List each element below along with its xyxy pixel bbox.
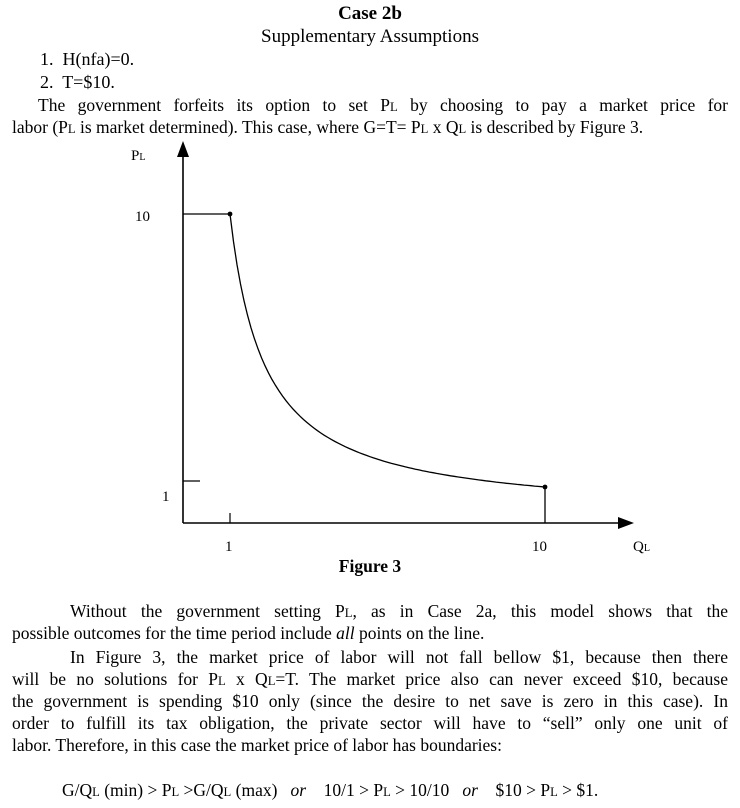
- endpoint-dot-bottom: [543, 485, 548, 490]
- y-axis-label: PL: [131, 148, 146, 164]
- page-subtitle: Supplementary Assumptions: [261, 26, 479, 47]
- body-p2-line-2: will be no solutions for PL x QL=T. The market price also can never exceed $10, because: [12, 669, 728, 689]
- assumption-number: 1.: [40, 49, 54, 69]
- series-line: [230, 214, 545, 487]
- body-p1-line-1: Without the government setting PL, as in Case 2a, this model shows that the: [70, 601, 729, 621]
- body-p2-line-4: order to fulfill its tax obligation, the private sector will have to “sell” only one unit of: [12, 713, 728, 733]
- y-axis-arrowhead: [177, 141, 189, 157]
- y-tick-label-10: 10: [135, 209, 150, 225]
- body-p1-line-2: possible outcomes for the time period include all points on the line.: [12, 623, 485, 643]
- assumption-text: H(nfa)=0.: [62, 49, 135, 69]
- x-axis-arrowhead: [618, 517, 634, 529]
- endpoint-dot-top: [228, 212, 233, 217]
- body-p2-line-3: the government is spending $10 only (since the desire to net save is zero in this case). In: [12, 691, 728, 711]
- figure-caption: Figure 3: [338, 556, 402, 576]
- body-p2-line-1: In Figure 3, the market price of labor will not fall bellow $1, because then there: [70, 647, 728, 667]
- boundary-formula: G/QL (min) > PL >G/QL (max) or 10/1 > PL > 10/10 or $10 > PL > $1.: [62, 780, 599, 800]
- x-tick-label-1: 1: [225, 539, 233, 555]
- body-p2-line-5: labor. Therefore, in this case the market price of labor has boundaries:: [12, 735, 502, 755]
- x-axis-label: QL: [633, 539, 650, 555]
- assumption-number: 2.: [40, 72, 54, 92]
- intro-line-1: The government forfeits its option to set PL by choosing to pay a market price for: [38, 95, 728, 115]
- assumption-text: T=$10.: [62, 72, 115, 92]
- page-title: Case 2b: [338, 3, 402, 24]
- chart-marks: [183, 212, 547, 523]
- y-tick-label-1: 1: [162, 489, 170, 505]
- x-tick-label-10: 10: [532, 539, 547, 555]
- intro-line-2: labor (PL is market determined). This case, where G=T= PL x QL is described by Figure 3.: [12, 117, 644, 137]
